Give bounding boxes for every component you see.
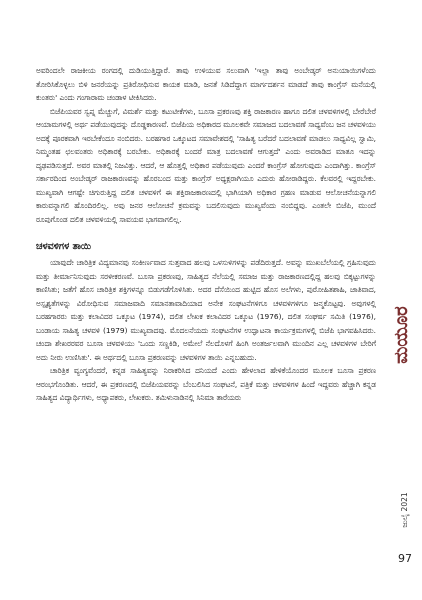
magazine-title: ಮಯೂರ xyxy=(391,306,412,364)
paragraph: ಯಾವುದೇ ಚಾರಿತ್ರಿಕ ವಿದ್ಯಮಾನವು ಸಂಕೀರ್ಣವಾದ ಸುತ್ತವಾದ ಹಲವು ಒಳಸುಳಿಗಳನ್ನು ಪಡೆದಿರುತ್ತದೆ. ಅವನ್ನು ಮುಖಬೆಲೆಯಲ್ಲಿ ಗ್ರಹಿಸುವುದು ಮತ್ತು ತೀರ್ಮಾನಿಸುವುದು ಸರಳೀಕರಣವೆ. ಬೂಸಾ ಪ್ರಕರಣವು, ಸಾಹಿತ್ಯದ ನೆಲೆಯಲ್ಲಿ ಸಮಾಜ ಮತ್ತು ರಾಜಕಾರಣದಲ್ಲಿದ್ದ ಹಲವು ಬಿಕ್ಕಟ್ಟುಗಳನ್ನು ಕಾಣಿಸಿತು; ಜತೆಗೆ ಹೊಸ ಚಾರಿತ್ರಿಕ ಶಕ್ತಿಗಳನ್ನೂ ಬಿಡುಗಡೆಗೊಳಿಸಿತು. ಅದರ ದೆಸೆಯಿಂದ ಹುಟ್ಟಿದ ಹೊಸ ಅಲೆಗಳು, ಪುರೋಹಿತಶಾಹಿ, ಜಾತಿವಾದ, ಅಸ್ಪೃಶ್ಯತೆಗಳನ್ನು ವಿರೋಧಿಸುವ ಸಮಾಜವಾದಿ ಸಮಾನತಾವಾದಿಯಾದ ಅನೇಕ ಸಂಘಟನೆಗಳಿಗೂ ಚಳವಳಿಗಳಿಗೂ ಜನ್ಮಕೊಟ್ಟವು. ಅವುಗಳಲ್ಲಿ ಬರಹಗಾರರು ಮತ್ತು ಕಲಾವಿದರ ಒಕ್ಕೂಟ (1974), ದಲಿತ ಲೇಖಕ ಕಲಾವಿದರ ಒಕ್ಕೂಟ (1976), ದಲಿತ ಸಂಘರ್ಷ ಸಮಿತಿ (1976), ಬಂಡಾಯ ಸಾಹಿತ್ಯ ಚಳವಳಿ (1979) ಮುಖ್ಯವಾದವು. ಮೊದಲನೆಯದು ಸಂಘಟನೆಗಳ ಉದ್ಘಾಟನಾ ಕಾರ್ಯಕ್ರಮಗಳಲ್ಲಿ ಬಿಜೆಪಿ ಭಾಗವಹಿಸಿದರು. ಚಂದಾ ಶೇಖರರವರ ಬೂಸಾ ಚಳವಳಿಯು 'ಒಂದು ಸಣ್ಣಕಿಡಿ, ಅಮೇಲೆ ನೆಲದೊಳಗೆ ಹಿಂಗಿ ಅಂತರ್ಜಲವಾಗಿ ಮುಂದಿನ ಎಲ್ಲ ಚಳವಳಿಗಳ ಬೇರಿಗೆ ಅದು ನೀರು ಉಣಿಸಿತು'. ಈ ಅರ್ಥದಲ್ಲಿ ಬೂಸಾ ಪ್ರಕರಣವನ್ನು ಚಳವಳಿಗಳ ತಾಯಿ ಎನ್ನಬಹುದು. xyxy=(36,258,376,362)
paragraph: ಚಾರಿತ್ರಿಕ ವ್ಯಂಗ್ಯವೆಂದರೆ, ಕನ್ನಡ ಸಾಹಿತ್ಯವನ್ನು ನಿರಾಕರಿಸಿದ ದನಿಯದೆ ಎಂದು ಹೇಳಲಾದ ಹೇಳಿಕೆಯೊಂದರ ಮೂಲಕ ಬೂಸಾ ಪ್ರಕರಣ ಆರಂಭಗೊಂಡಿತು. ಆದರೆ, ಈ ಪ್ರಕರಣದಲ್ಲಿ ಬಿಜೆಪಿಯವರನ್ನು ಬೆಂಬಲಿಸಿದ ಸಂಘಟನೆ, ಪತ್ರಿಕೆ ಮತ್ತು ಚಳವಳಿಗಳ ಹಿಂದೆ ಇದ್ದವರು ಹೆಚ್ಚಾಗಿ ಕನ್ನಡ ಸಾಹಿತ್ಯದ ವಿದ್ಯಾರ್ಥಿಗಳು, ಅಧ್ಯಾಪಕರು, ಲೇಖಕರು. ತಮಿಳುನಾಡಿನಲ್ಲಿ ಸಿನಿಮಾ ತಾರೆಯರು xyxy=(36,366,376,402)
page-number: 97 xyxy=(398,552,412,565)
section-heading: ಚಳವಳಿಗಳ ತಾಯಿ xyxy=(36,241,92,252)
paragraph: ಅವರಿಂದಲೇ ರಾಜಕೀಯ ರಂಗದಲ್ಲಿ ದುಡಿಯುತ್ತಿದ್ದಾರೆ. ತಾವು ಉಳಿಯುವ ಸಲುವಾಗಿ 'ಇಲ್ಲಾ ತಾವು ಅಂಬೇಡ್ಕರ್ ಅನುಯಾಯಿಗಳೆಂದು ತೋರಿಸಿಕೊಳ್ಳಲು ಬಿಳಿ ಜನರೆಯನ್ನು ಪ್ರತಿರೋಧಿಸುವ ಕಾಯಕ ಮಾಡಿ, ಜನತೆ ಸಿಡಿದೆದ್ದಾಗ ಮಾರ್ಗದರ್ಶನ ಮಾಡದೆ ತಾವು ಕಾಂಗ್ರೆಸ್ ಮನೆಯಲ್ಲಿ ಕುಂತರು' ಎಂದು ಗಂಗಾರಾಮ ಚಂಡಾಳ ಟೀಕಿಸಿದರು. xyxy=(36,66,376,102)
issue-date: ಜುಲೈ 2021 xyxy=(400,492,409,528)
paragraph: ಬಿಜೆಪಿಯವರ ಸ್ವಪ್ನ ಮೆಚ್ಚುಗೆ, ವಿಮರ್ಶೆ ಮತ್ತು ಕಟುಟೀಕೆಗಳು, ಬೂಸಾ ಪ್ರಕರಣವು ಶಕ್ತಿ ರಾಜಕಾರಣ ಹಾಗೂ ದಲಿತ ಚಳವಳಿಗಳಲ್ಲಿ ಬೇರೆಬೇರೆ ಆಯಾಮಗಳಲ್ಲಿ ಅರ್ಥ ಪಡೆಯುವುದನ್ನು ದೊಡ್ಡಕಾರಣವೆ. ಬಿಜೆಪಿಯ ಅಧಿಕಾರದ ಮೂಲಕವೇ ಸಮಾಜದ ಬದಲಾವಣೆ ಸಾಧ್ಯವೆಂಬ ಜನ ಚಳವಳಿಯು ಅದಕ್ಕೆ ಪೂರಕವಾಗಿ ಇರಬೇಕೆಂದೂ ನಂಬಿದರು. ಬರಹಗಾರ ಒಕ್ಕೂಟದ ಸಮಾವೇಶದಲ್ಲಿ 'ಸಾಹಿತ್ಯ ಬರೆದರೆ ಬದಲಾವಣೆ ಮಾಡಲು ಸಾಧ್ಯವಿಲ್ಲ ಸ್ವಾಮಿ, ನಿಮ್ಮಂತಹ ಛಲವಂತರು ಅಧಿಕಾರಕ್ಕೆ ಬರಬೇಕು. ಅಧಿಕಾರಕ್ಕೆ ಬಂದರೆ ಮಾತ್ರ ಬದಲಾವಣೆ ಆಗುತ್ತದೆ' ಎಂದು ಅವರಾಡಿದ ಮಾತೂ ಇದನ್ನು ದೃಢಪಡಿಸುತ್ತದೆ. ಅವರ ಮಾತಲ್ಲಿ ನಿಜವಿತ್ತು. ಆದರೆ, ಆ ಹೊತ್ತಲ್ಲಿ ಅಧಿಕಾರ ಪಡೆಯುವುದು ಎಂದರೆ ಕಾಂಗ್ರೆಸ್ ಹೋಗುವುದು ಎಂದಾಗಿತ್ತು. ಕಾಂಗ್ರೆಸ್ ಸರ್ಕಾರದಿಂದ ಅಂಬೇಡ್ಕರ್ ರಾಜಕಾರಣವನ್ನು ಹೊರಬಂದ ಮತ್ತು ಕಾಂಗ್ರೆಸ್ ಅಧ್ಯಕ್ಷರಾಗಿಯೂ ಎದುರು ಹೋರಾಡಿದ್ದರು. ಕೆಲವರಲ್ಲಿ ಇದ್ದರಬೇಕು. ಮುಖ್ಯವಾಗಿ ಆಗಷ್ಟೇ ಚಿಗುರುತ್ತಿದ್ದ ದಲಿತ ಚಳವಳಿಗೆ ಈ ಶಕ್ತಿರಾಜಕಾರಣದಲ್ಲಿ ಭಾಗಿಯಾಗಿ ಅಧಿಕಾರ ಗ್ರಹಣ ಮಾಡುವ ಆಲೋಚನೆಯನ್ನಾಗಲಿ ಕಾರುವನ್ನಾಗಲಿ ಹೊಂದಿರಲಿಲ್ಲ. ಅವು ಜನರ ಆಲೋಚನೆ ಕ್ರಮವನ್ನು ಬದಲಿಸುವುದು ಮುಖ್ಯವೆಂದು ನಂಬಿದ್ದವು. ಎಂತಲೇ ಬಿಜೆಪಿ, ಮುಂದೆ ರೂಪುಗೊಂಡ ದಲಿತ ಚಳವಳಿಯಲ್ಲಿ ಸಾವಯವ ಭಾಗವಾಗಲಿಲ್ಲ. xyxy=(36,106,376,224)
article-body xyxy=(36,64,376,405)
